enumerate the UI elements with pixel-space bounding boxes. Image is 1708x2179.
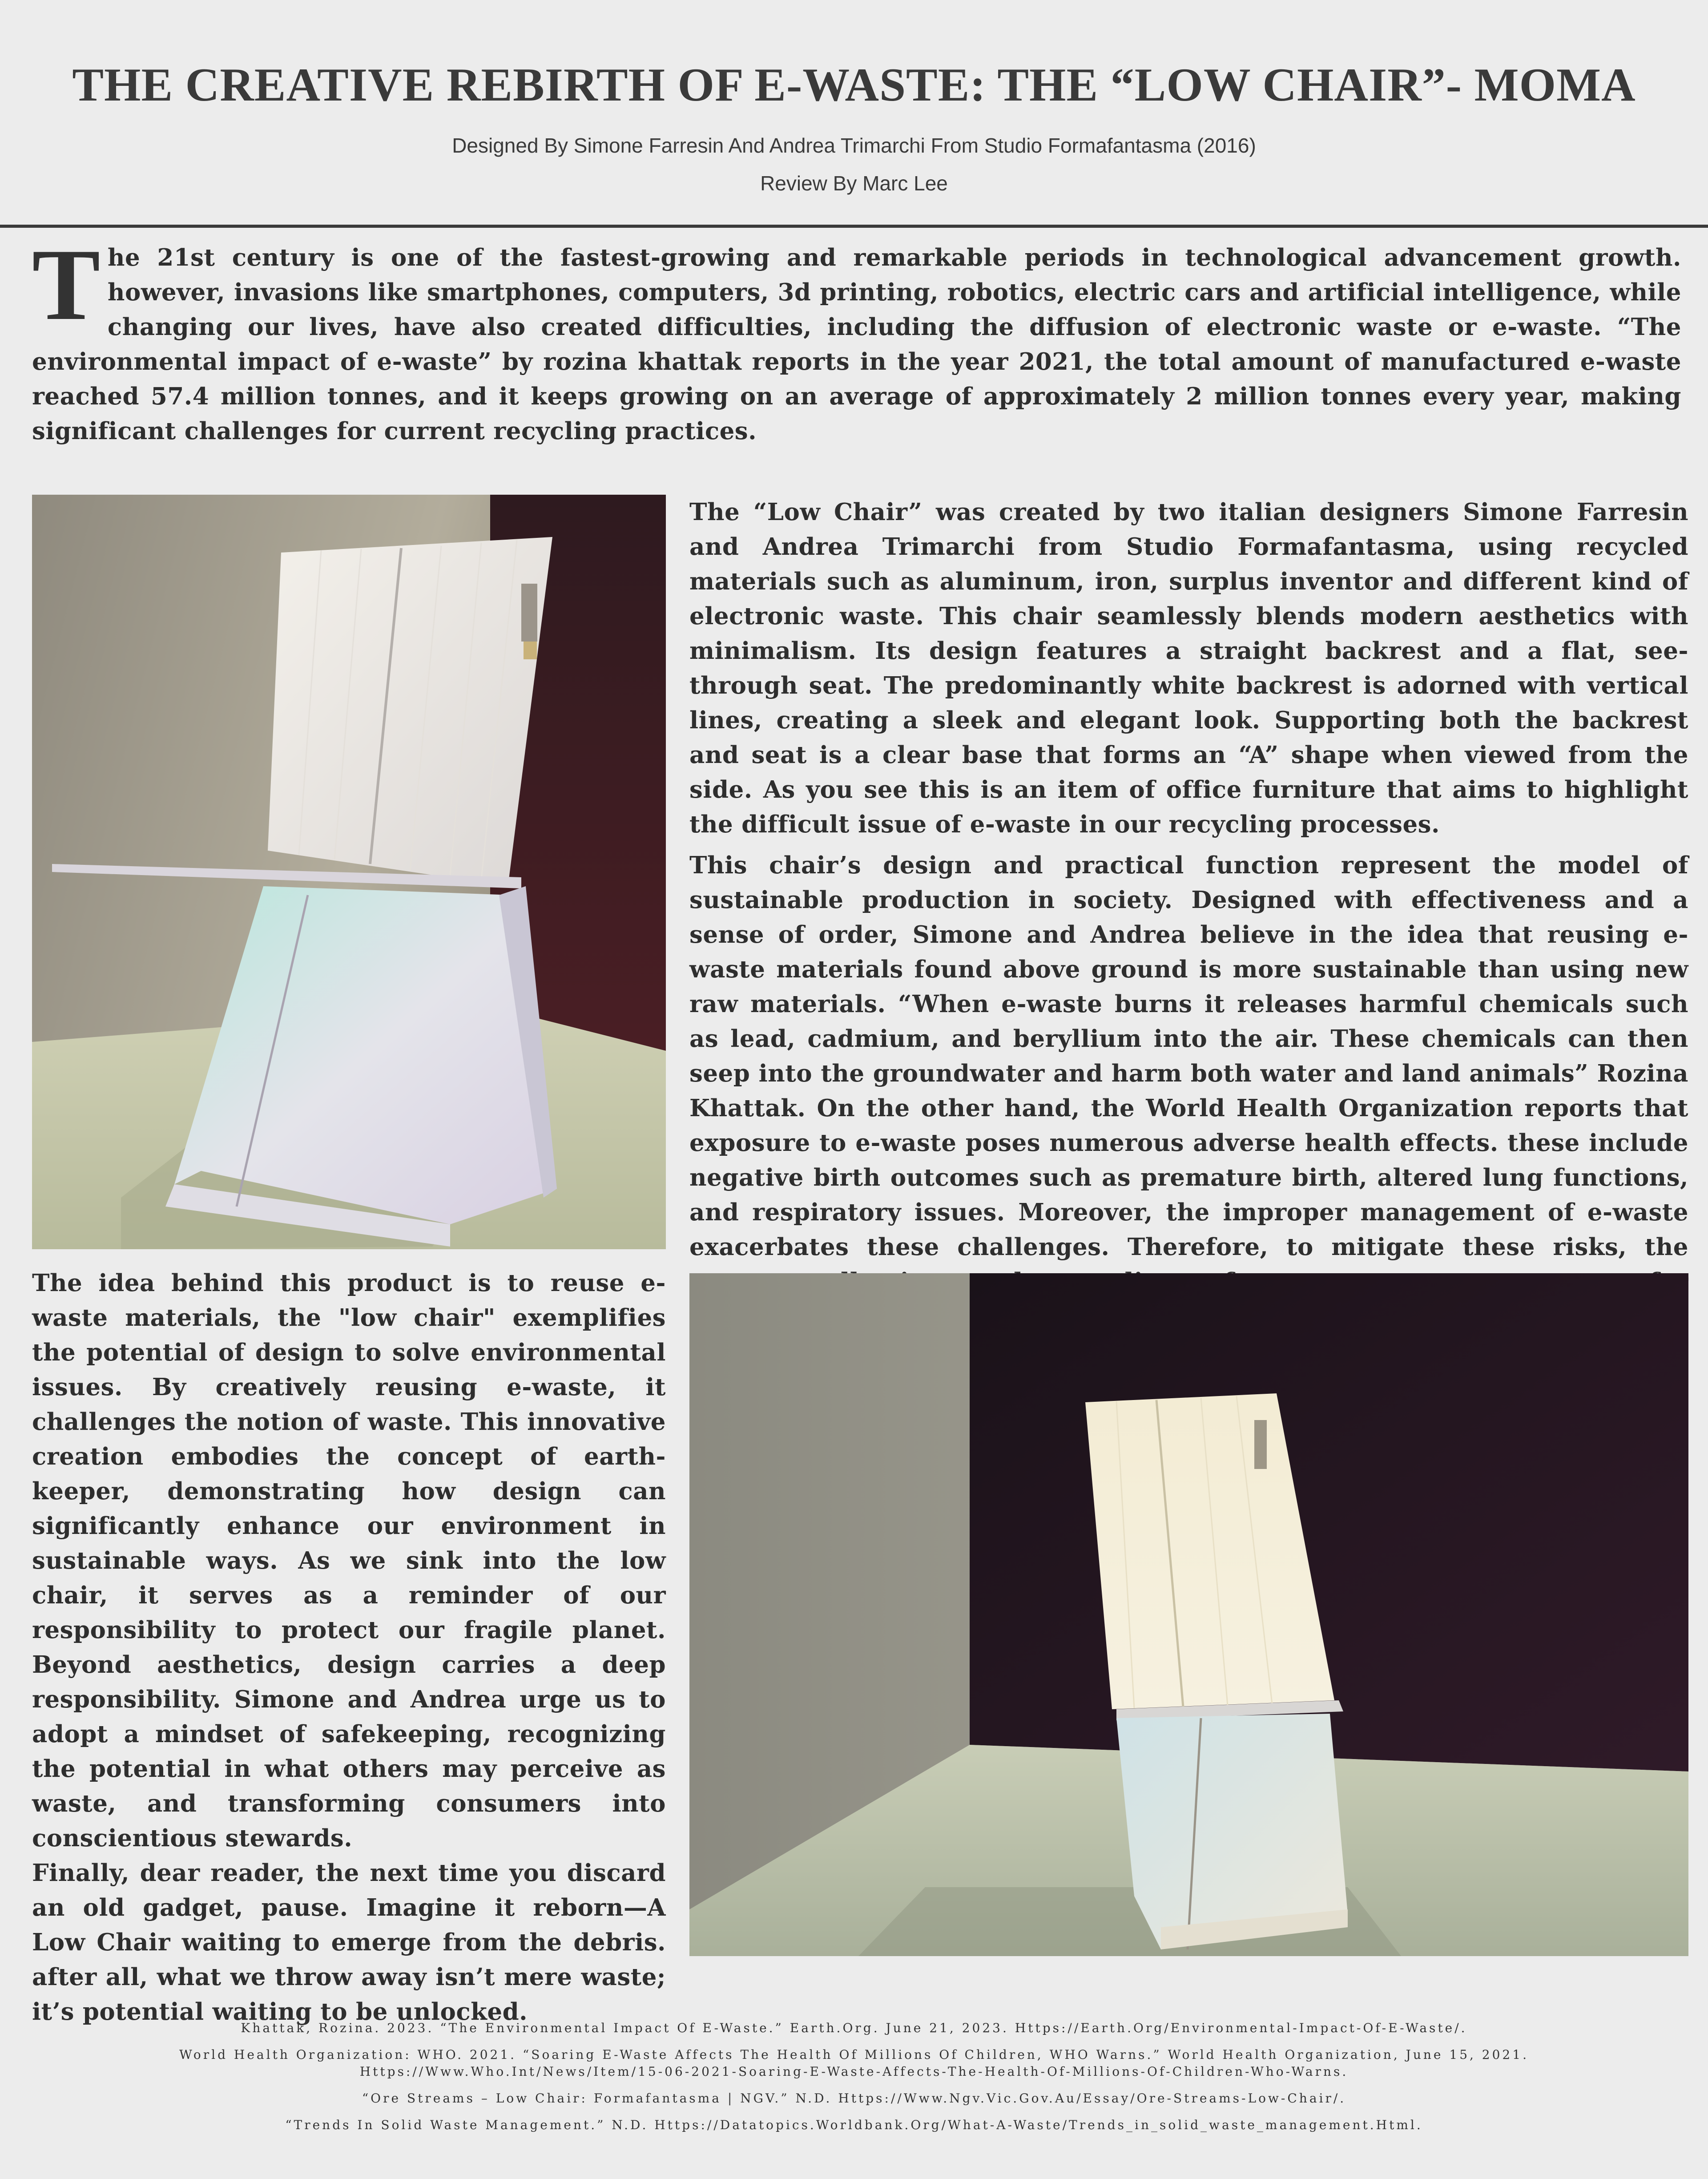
header-divider	[0, 225, 1708, 228]
references	[111, 2020, 1597, 2143]
reference-item: “Trends In Solid Waste Management.” N.D. Https://Datatopics.Worldbank.Org/What-A-Waste/Trends_in_solid_waste_management.Html.	[285, 2118, 1423, 2132]
intro-paragraph	[32, 228, 1681, 448]
page-title: THE CREATIVE REBIRTH OF E-WASTE: THE “LOW CHAIR”- MOMA	[72, 59, 1636, 111]
paragraph-design-description: The “Low Chair” was created by two italian designers Simone Farresin and Andrea Trimarchi from Studio Formafantasma, using recycled materials such as aluminum, iron, surplus inventor and different kind of electronic waste. This chair seamlessly blends modern aesthetics with minimalism. Its design features a straight backrest and a flat, see-through seat. The predominantly white backrest is adorned with vertical lines, creating a sleek and elegant look. Supporting both the backrest and seat is a clear base that forms an “A” shape when viewed from the side. As you see this is an item of office furniture that aims to highlight the difficult issue of e-waste in our recycling processes.	[689, 498, 1688, 838]
paragraph-conclusion: Finally, dear reader, the next time you discard an old gadget, pause. Imagine it reborn—A Low Chair waiting to emerge from the debris. after all, what we throw away isn’t mere waste; it’s potential waiting to be unlocked.	[32, 1859, 666, 2026]
chair-photo-front-view	[689, 1273, 1688, 1956]
chair-photo-side-view-image	[32, 495, 666, 1249]
drop-cap: T	[32, 228, 101, 341]
reference-item: Khattak, Rozina. 2023. “The Environmental Impact Of E-Waste.” Earth.Org. June 21, 2023. Https://Earth.Org/Environmental-Impact-Of-E-Waste/.	[241, 2021, 1467, 2035]
paragraph-sustainability: This chair’s design and practical function represent the model of sustainable production in society. Designed with effectiveness and a sense of order, Simone and Andrea believe in the idea that reusing e-waste materials found above ground is more sustainable than using new raw materials. “When e-waste burns it releases harmful chemicals such as lead, cadmium, and beryllium into the air. These chemicals can then seep into the groundwater and harm both water and land animals” Rozina Khattak. On the other hand, the World Health Organization reports that exposure to e-waste poses numerous adverse health effects. these include negative birth outcomes such as premature birth, altered lung functions, and respiratory issues. Moreover, the improper management of e-waste exacerbates these challenges. Therefore, to mitigate these risks, the	[689, 851, 1688, 1261]
intro-text: he 21st century is one of the fastest-growing and remarkable periods in technological advancement growth. however, invasions like smartphones, computers, 3d printing, robotics, electric cars and artificial intelligence, while changing our lives, have also created difficulties, including the diffusion of electronic waste or e-waste. “The environmental impact of e-waste” by rozina khattak reports in the year 2021, the total amount of manufactured e-waste reached 57.4 million tonnes, and it keeps growing on an average of approximately 2 million tonnes every year, making significant challenges for current recycling practices.	[32, 244, 1681, 445]
reference-item: “Ore Streams – Low Chair: Formafantasma | NGV.” N.D. Https://Www.Ngv.Vic.Gov.Au/Essay/Ore-Streams-Low-Chair/.	[362, 2091, 1346, 2106]
designer-credit: Designed By Simone Farresin And Andrea Trimarchi From Studio Formafantasma (2016)	[452, 134, 1256, 157]
paragraph-reuse-idea: The idea behind this product is to reuse e-waste materials, the "low chair" exemplifies the potential of design to solve environmental issues. By creatively reusing e-waste, it challenges the notion of waste. This innovative creation embodies the concept of earth-keeper, demonstrating how design can significantly enhance our environment in sustainable ways. As we sink into the low chair, it serves as a reminder of our responsibility to protect our fragile planet. Beyond aesthetics, design carries a deep responsibility. Simone and Andrea urge us to adopt a mindset of safekeeping, recognizing the potential in what others may perceive as waste, and transforming consumers into conscientious stewards.	[32, 1269, 666, 1852]
right-column-text	[689, 495, 1688, 1340]
chair-photo-side-view	[32, 495, 666, 1249]
left-column-text	[32, 1266, 666, 2029]
reference-item: World Health Organization: WHO. 2021. “Soaring E-Waste Affects The Health Of Millions Of Children, WHO Warns.” World Health Organization, June 15, 2021. Https://Www.Who.Int/News/Item/15-06-2021-Soaring-E-Waste-Affects-The-Health-Of-Millions-Of-Children-Who-Warns.	[179, 2047, 1529, 2079]
chair-photo-front-view-image	[689, 1273, 1688, 1956]
reviewer-credit: Review By Marc Lee	[760, 172, 948, 195]
